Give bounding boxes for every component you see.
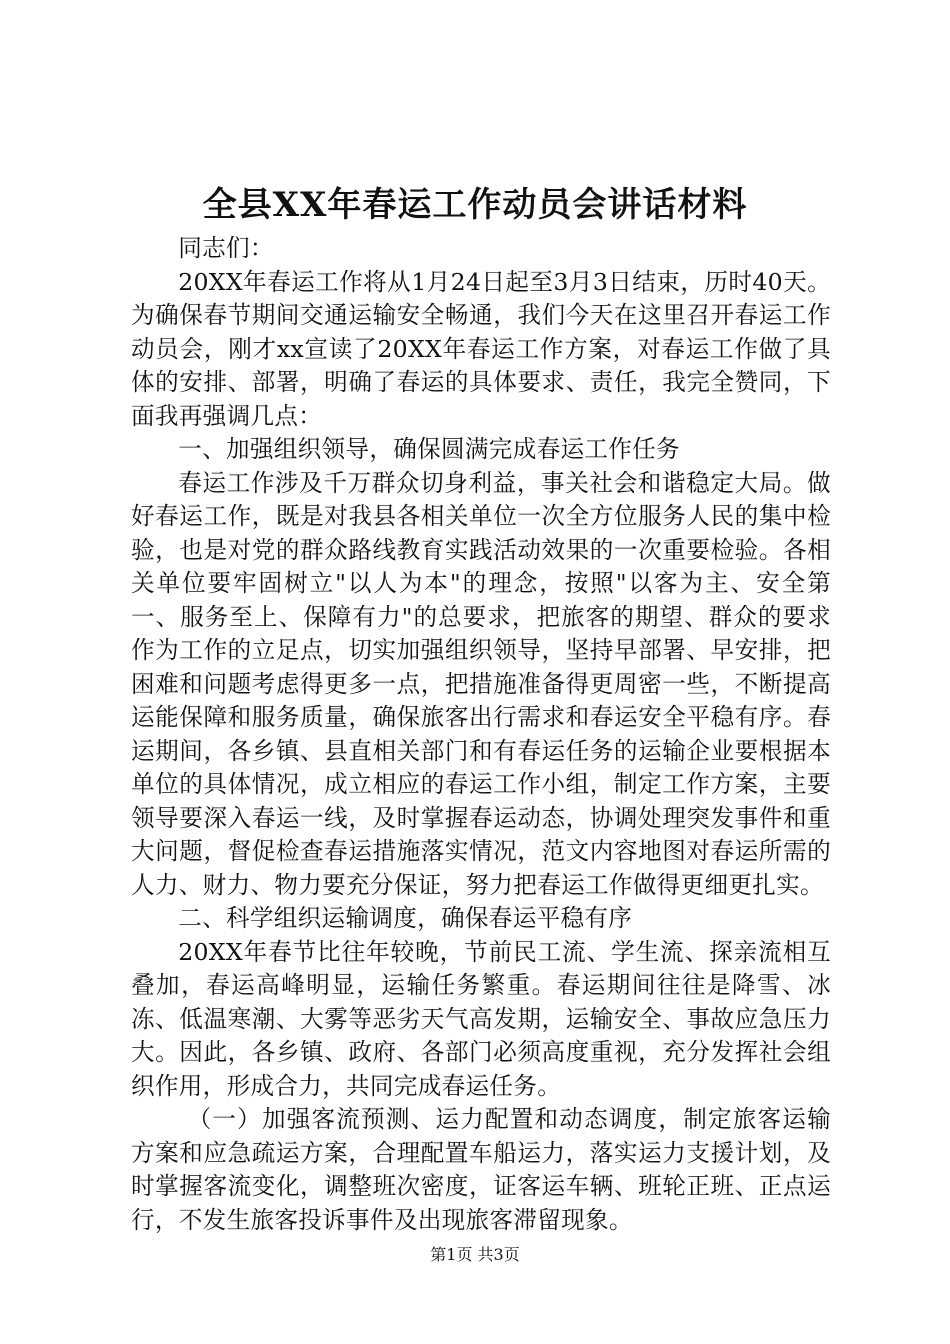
paragraph-section-2: 20XX年春节比往年较晚，节前民工流、学生流、探亲流相互叠加，春运高峰明显，运输任务繁重。春运期间往往是降雪、冰冻、低温寒潮、大雾等恶劣天气高发期，运输安全、事故应急压力大。因此，各乡镇、政府、各部门必须高度重视，充分发挥社会组织作用，形成合力，共同完成春运任务。	[131, 937, 831, 1100]
salutation: 同志们：	[178, 234, 274, 262]
document-title: 全县XX年春运工作动员会讲话材料	[202, 185, 748, 225]
paragraph-intro: 20XX年春运工作将从1月24日起至3月3日结束，历时40天。为确保春节期间交通运输安全畅通，我们今天在这里召开春运工作动员会，刚才xx宣读了20XX年春运工作方案，对春运工作做了具体的安排、部署，明确了春运的具体要求、责任，我完全赞同，下面我再强调几点：	[131, 267, 831, 430]
page-footer: 第1页 共3页	[430, 1245, 520, 1264]
heading-section-1: 一、加强组织领导，确保圆满完成春运工作任务	[178, 435, 680, 463]
document-body	[131, 232, 831, 1237]
paragraph-subsection-1: （一）加强客流预测、运力配置和动态调度，制定旅客运输方案和应急疏运方案，合理配置车船运力，落实运力支援计划，及时掌握客流变化，调整班次密度，证客运车辆、班轮正班、正点运行，不发生旅客投诉事件及出现旅客滞留现象。	[131, 1105, 831, 1234]
heading-section-2: 二、科学组织运输调度，确保春运平稳有序	[178, 904, 633, 932]
paragraph-section-1: 春运工作涉及千万群众切身利益，事关社会和谐稳定大局。做好春运工作，既是对我县各相关单位一次全方位服务人民的集中检验，也是对党的群众路线教育实践活动效果的一次重要检验。各相关单位要牢固树立"以人为本"的理念，按照"以客为主、安全第一、服务至上、保障有力"的总要求，把旅客的期望、群众的要求作为工作的立足点，切实加强组织领导，坚持早部署、早安排，把困难和问题考虑得更多一点，把措施准备得更周密一些，不断提高运能保障和服务质量，确保旅客出行需求和春运安全平稳有序。春运期间，各乡镇、县直相关部门和有春运任务的运输企业要根据本单位的具体情况，成立相应的春运工作小组，制定工作方案，主要领导要深入春运一线，及时掌握春运动态，协调处理突发事件和重大问题，督促检查春运措施落实情况，范文内容地图对春运所需的人力、财力、物力要充分保证，努力把春运工作做得更细更扎实。	[131, 468, 831, 899]
